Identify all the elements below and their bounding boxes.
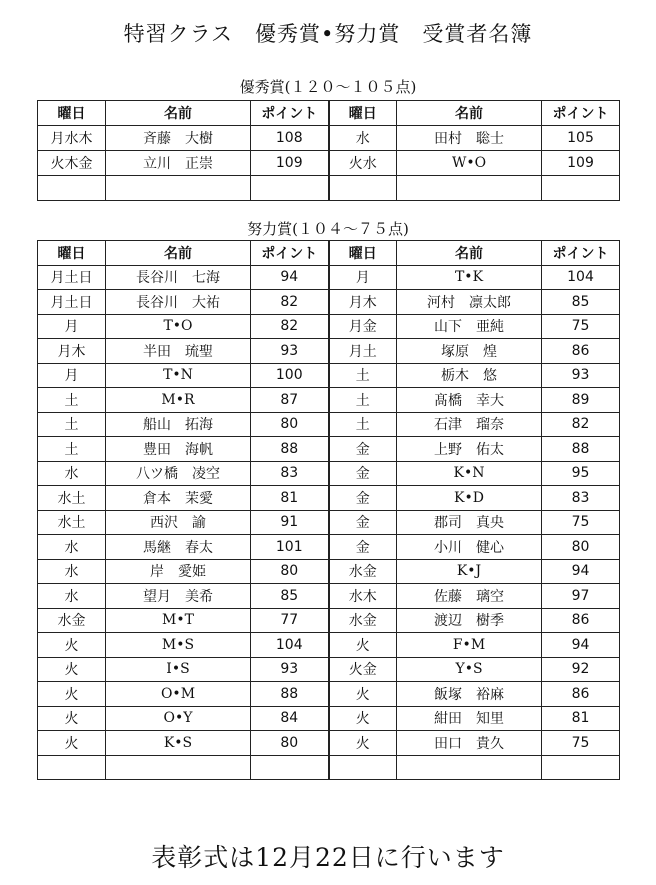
column-header-day: 曜日 bbox=[38, 241, 106, 266]
left-name-cell: O•M bbox=[106, 682, 251, 707]
effort-award-heading: 努力賞(１０４～７５点) bbox=[247, 220, 409, 238]
table-row bbox=[38, 682, 620, 707]
right-name-cell bbox=[397, 176, 542, 201]
column-header-name: 名前 bbox=[397, 241, 542, 266]
left-points-cell: 84 bbox=[251, 706, 329, 731]
right-name-cell: T•K bbox=[397, 265, 542, 290]
table-row bbox=[38, 339, 620, 364]
right-day-cell: 月 bbox=[329, 265, 397, 290]
right-points-cell: 75 bbox=[542, 510, 620, 535]
left-name-cell: 望月 美希 bbox=[106, 584, 251, 609]
left-name-cell: 長谷川 七海 bbox=[106, 265, 251, 290]
right-day-cell: 土 bbox=[329, 363, 397, 388]
right-day-cell: 水金 bbox=[329, 559, 397, 584]
right-points-cell: 94 bbox=[542, 633, 620, 658]
left-day-cell: 月 bbox=[38, 363, 106, 388]
right-day-cell: 土 bbox=[329, 412, 397, 437]
left-name-cell: 八ツ橋 凌空 bbox=[106, 461, 251, 486]
right-points-cell: 85 bbox=[542, 290, 620, 315]
left-name-cell: M•T bbox=[106, 608, 251, 633]
column-header-name: 名前 bbox=[106, 241, 251, 266]
right-name-cell: 山下 亜純 bbox=[397, 314, 542, 339]
left-points-cell: 100 bbox=[251, 363, 329, 388]
effort-award-table bbox=[37, 240, 620, 780]
left-points-cell: 104 bbox=[251, 633, 329, 658]
left-name-cell: T•N bbox=[106, 363, 251, 388]
table-row bbox=[38, 584, 620, 609]
column-header-points: ポイント bbox=[542, 241, 620, 266]
left-points-cell: 88 bbox=[251, 437, 329, 462]
right-points-cell: 97 bbox=[542, 584, 620, 609]
column-header-name: 名前 bbox=[397, 101, 542, 126]
left-points-cell: 85 bbox=[251, 584, 329, 609]
left-day-cell bbox=[38, 755, 106, 780]
right-day-cell: 火 bbox=[329, 706, 397, 731]
ceremony-notice: 表彰式は12月22日に行います bbox=[151, 843, 505, 872]
table-row bbox=[38, 510, 620, 535]
left-day-cell: 火 bbox=[38, 633, 106, 658]
table-row bbox=[38, 731, 620, 756]
table-row bbox=[38, 126, 620, 151]
left-name-cell: 馬継 春太 bbox=[106, 535, 251, 560]
left-day-cell: 月 bbox=[38, 314, 106, 339]
left-day-cell: 土 bbox=[38, 412, 106, 437]
table-header-row bbox=[38, 241, 620, 266]
right-name-cell: 栃木 悠 bbox=[397, 363, 542, 388]
left-day-cell: 月土日 bbox=[38, 265, 106, 290]
left-points-cell: 87 bbox=[251, 388, 329, 413]
left-points-cell bbox=[251, 176, 329, 201]
right-name-cell: K•J bbox=[397, 559, 542, 584]
left-day-cell: 火木金 bbox=[38, 151, 106, 176]
left-name-cell: 立川 正崇 bbox=[106, 151, 251, 176]
left-points-cell bbox=[251, 755, 329, 780]
right-day-cell: 水金 bbox=[329, 608, 397, 633]
right-points-cell: 75 bbox=[542, 731, 620, 756]
right-name-cell: 石津 瑠奈 bbox=[397, 412, 542, 437]
right-day-cell: 金 bbox=[329, 437, 397, 462]
column-header-day: 曜日 bbox=[329, 101, 397, 126]
right-points-cell bbox=[542, 755, 620, 780]
left-points-cell: 93 bbox=[251, 657, 329, 682]
table-row bbox=[38, 290, 620, 315]
right-day-cell: 火金 bbox=[329, 657, 397, 682]
right-day-cell: 金 bbox=[329, 510, 397, 535]
page-title: 特習クラス 優秀賞•努力賞 受賞者名簿 bbox=[123, 22, 533, 46]
effort-award-rows bbox=[38, 265, 620, 780]
column-header-day: 曜日 bbox=[38, 101, 106, 126]
table-row bbox=[38, 176, 620, 201]
right-name-cell bbox=[397, 755, 542, 780]
right-day-cell: 水木 bbox=[329, 584, 397, 609]
table-row bbox=[38, 755, 620, 780]
left-day-cell: 水土 bbox=[38, 510, 106, 535]
right-day-cell bbox=[329, 755, 397, 780]
right-name-cell: 郡司 真央 bbox=[397, 510, 542, 535]
excellence-award-heading: 優秀賞(１２０～１０５点) bbox=[239, 78, 417, 96]
right-name-cell: F•M bbox=[397, 633, 542, 658]
left-day-cell: 水 bbox=[38, 535, 106, 560]
right-name-cell: 田村 聡士 bbox=[397, 126, 542, 151]
left-day-cell: 水土 bbox=[38, 486, 106, 511]
left-day-cell: 土 bbox=[38, 437, 106, 462]
table-header-row bbox=[38, 101, 620, 126]
left-points-cell: 77 bbox=[251, 608, 329, 633]
left-name-cell: K•S bbox=[106, 731, 251, 756]
right-points-cell: 75 bbox=[542, 314, 620, 339]
right-points-cell: 83 bbox=[542, 486, 620, 511]
right-points-cell: 82 bbox=[542, 412, 620, 437]
left-day-cell: 火 bbox=[38, 706, 106, 731]
left-day-cell: 水金 bbox=[38, 608, 106, 633]
right-points-cell: 80 bbox=[542, 535, 620, 560]
right-name-cell: 河村 凛太郎 bbox=[397, 290, 542, 315]
left-name-cell: M•S bbox=[106, 633, 251, 658]
left-name-cell bbox=[106, 755, 251, 780]
right-day-cell: 月金 bbox=[329, 314, 397, 339]
left-points-cell: 80 bbox=[251, 412, 329, 437]
right-name-cell: Y•S bbox=[397, 657, 542, 682]
left-points-cell: 109 bbox=[251, 151, 329, 176]
right-day-cell bbox=[329, 176, 397, 201]
right-name-cell: 小川 健心 bbox=[397, 535, 542, 560]
right-name-cell: 飯塚 裕麻 bbox=[397, 682, 542, 707]
right-points-cell bbox=[542, 176, 620, 201]
right-points-cell: 93 bbox=[542, 363, 620, 388]
left-day-cell: 月土日 bbox=[38, 290, 106, 315]
left-name-cell: 西沢 諭 bbox=[106, 510, 251, 535]
right-day-cell: 金 bbox=[329, 535, 397, 560]
right-points-cell: 89 bbox=[542, 388, 620, 413]
left-name-cell: I•S bbox=[106, 657, 251, 682]
excellence-award-table bbox=[37, 100, 620, 201]
right-points-cell: 104 bbox=[542, 265, 620, 290]
right-name-cell: 紺田 知里 bbox=[397, 706, 542, 731]
table-row bbox=[38, 412, 620, 437]
table-row bbox=[38, 363, 620, 388]
right-name-cell: 上野 佑太 bbox=[397, 437, 542, 462]
right-points-cell: 88 bbox=[542, 437, 620, 462]
left-points-cell: 82 bbox=[251, 290, 329, 315]
right-name-cell: K•D bbox=[397, 486, 542, 511]
excellence-award-rows bbox=[38, 126, 620, 201]
left-points-cell: 108 bbox=[251, 126, 329, 151]
right-points-cell: 86 bbox=[542, 608, 620, 633]
right-name-cell: 髙橋 幸大 bbox=[397, 388, 542, 413]
right-day-cell: 金 bbox=[329, 461, 397, 486]
table-row bbox=[38, 151, 620, 176]
table-row bbox=[38, 388, 620, 413]
right-points-cell: 81 bbox=[542, 706, 620, 731]
right-day-cell: 金 bbox=[329, 486, 397, 511]
table-row bbox=[38, 535, 620, 560]
left-name-cell: O•Y bbox=[106, 706, 251, 731]
table-row bbox=[38, 314, 620, 339]
left-name-cell: 半田 琉聖 bbox=[106, 339, 251, 364]
left-points-cell: 81 bbox=[251, 486, 329, 511]
left-name-cell: 船山 拓海 bbox=[106, 412, 251, 437]
right-name-cell: 塚原 煌 bbox=[397, 339, 542, 364]
table-row bbox=[38, 265, 620, 290]
column-header-day: 曜日 bbox=[329, 241, 397, 266]
right-points-cell: 95 bbox=[542, 461, 620, 486]
left-name-cell: 岸 愛姫 bbox=[106, 559, 251, 584]
left-day-cell bbox=[38, 176, 106, 201]
table-row bbox=[38, 486, 620, 511]
right-day-cell: 水 bbox=[329, 126, 397, 151]
right-points-cell: 92 bbox=[542, 657, 620, 682]
left-name-cell: 斉藤 大樹 bbox=[106, 126, 251, 151]
right-day-cell: 火水 bbox=[329, 151, 397, 176]
left-name-cell: 倉本 茉愛 bbox=[106, 486, 251, 511]
table-row bbox=[38, 437, 620, 462]
right-day-cell: 火 bbox=[329, 731, 397, 756]
right-points-cell: 86 bbox=[542, 339, 620, 364]
left-day-cell: 火 bbox=[38, 657, 106, 682]
left-points-cell: 80 bbox=[251, 559, 329, 584]
right-day-cell: 火 bbox=[329, 682, 397, 707]
left-name-cell bbox=[106, 176, 251, 201]
left-points-cell: 94 bbox=[251, 265, 329, 290]
table-row bbox=[38, 633, 620, 658]
left-name-cell: T•O bbox=[106, 314, 251, 339]
left-points-cell: 88 bbox=[251, 682, 329, 707]
right-points-cell: 105 bbox=[542, 126, 620, 151]
right-name-cell: 田口 貴久 bbox=[397, 731, 542, 756]
left-day-cell: 火 bbox=[38, 731, 106, 756]
left-name-cell: 長谷川 大祐 bbox=[106, 290, 251, 315]
left-points-cell: 93 bbox=[251, 339, 329, 364]
left-points-cell: 82 bbox=[251, 314, 329, 339]
table-row bbox=[38, 706, 620, 731]
left-points-cell: 83 bbox=[251, 461, 329, 486]
left-points-cell: 80 bbox=[251, 731, 329, 756]
right-name-cell: W•O bbox=[397, 151, 542, 176]
right-day-cell: 月土 bbox=[329, 339, 397, 364]
column-header-points: ポイント bbox=[251, 101, 329, 126]
left-day-cell: 月水木 bbox=[38, 126, 106, 151]
table-row bbox=[38, 559, 620, 584]
left-day-cell: 水 bbox=[38, 584, 106, 609]
column-header-name: 名前 bbox=[106, 101, 251, 126]
right-day-cell: 土 bbox=[329, 388, 397, 413]
column-header-points: ポイント bbox=[251, 241, 329, 266]
right-day-cell: 月木 bbox=[329, 290, 397, 315]
left-day-cell: 水 bbox=[38, 461, 106, 486]
right-day-cell: 火 bbox=[329, 633, 397, 658]
right-name-cell: K•N bbox=[397, 461, 542, 486]
left-day-cell: 土 bbox=[38, 388, 106, 413]
left-name-cell: 豊田 海帆 bbox=[106, 437, 251, 462]
column-header-points: ポイント bbox=[542, 101, 620, 126]
left-day-cell: 水 bbox=[38, 559, 106, 584]
left-points-cell: 101 bbox=[251, 535, 329, 560]
right-points-cell: 109 bbox=[542, 151, 620, 176]
table-row bbox=[38, 461, 620, 486]
right-name-cell: 渡辺 樹季 bbox=[397, 608, 542, 633]
left-name-cell: M•R bbox=[106, 388, 251, 413]
table-row bbox=[38, 608, 620, 633]
right-points-cell: 86 bbox=[542, 682, 620, 707]
left-points-cell: 91 bbox=[251, 510, 329, 535]
table-row bbox=[38, 657, 620, 682]
left-day-cell: 月木 bbox=[38, 339, 106, 364]
right-name-cell: 佐藤 璃空 bbox=[397, 584, 542, 609]
right-points-cell: 94 bbox=[542, 559, 620, 584]
left-day-cell: 火 bbox=[38, 682, 106, 707]
